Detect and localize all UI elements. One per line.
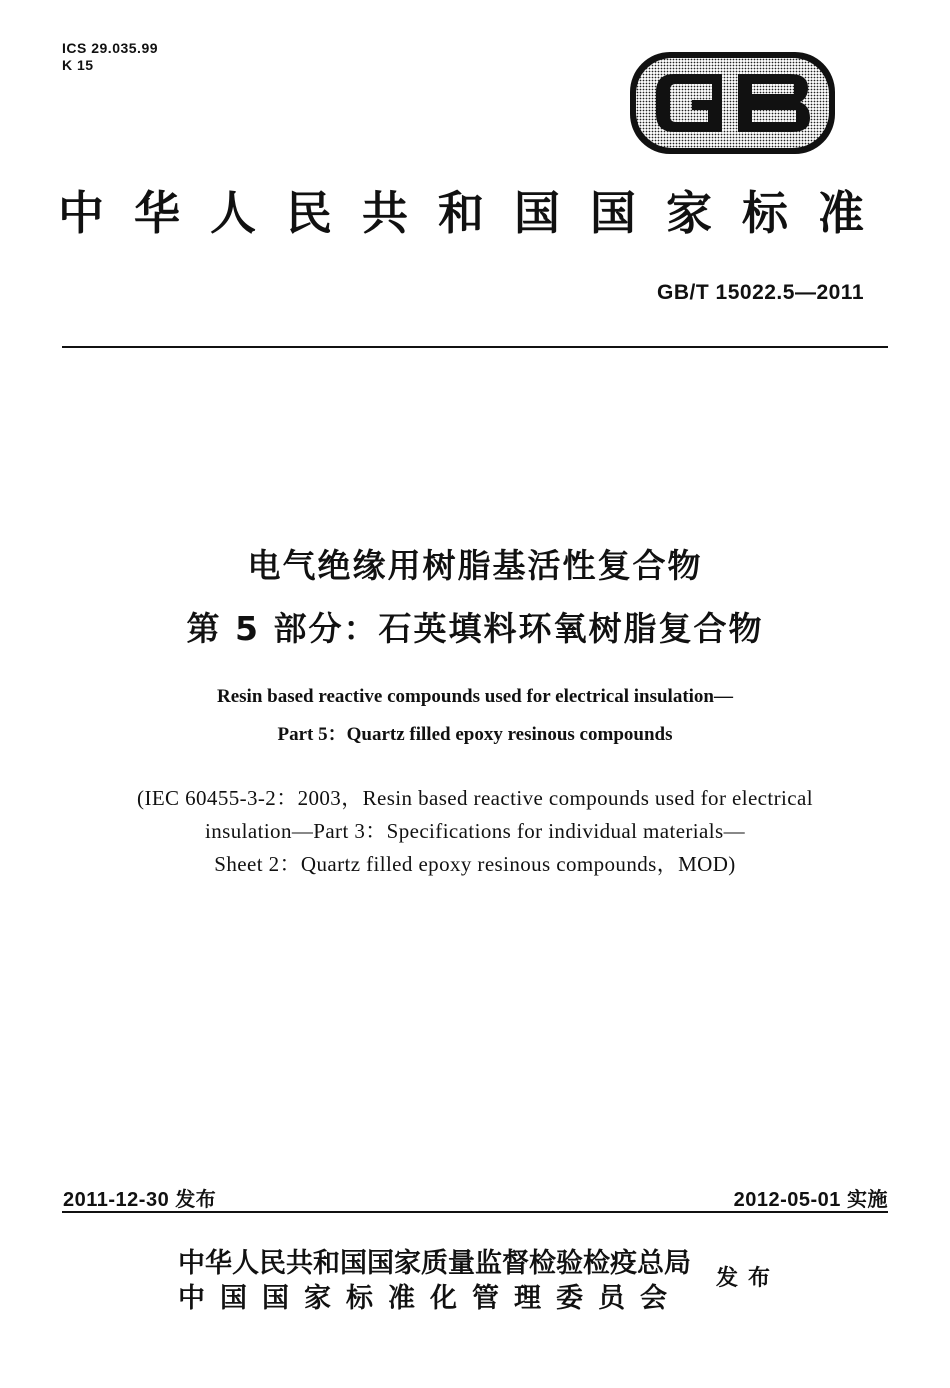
standard-number: GB/T 15022.5—2011 [657, 281, 864, 304]
issuer-line2: 中国国家标准化管理委员会 [178, 1283, 682, 1314]
chinese-title-line1: 电气绝缘用树脂基活性复合物 [247, 546, 703, 585]
issuer-line1: 中华人民共和国国家质量监督检验检疫总局 [178, 1248, 691, 1279]
implementation-date: 2012-05-01 实施 [733, 1189, 888, 1211]
adoption-note-line3: Sheet 2：Quartz filled epoxy resinous compounds，MOD) [214, 852, 736, 876]
gb-logo [630, 52, 835, 154]
adoption-note-line1: (IEC 60455-3-2：2003，Resin based reactive compounds used for electrical [137, 786, 813, 810]
publish-label: 发布 [716, 1266, 781, 1291]
header-divider [62, 346, 888, 348]
adoption-note-line2: insulation—Part 3：Specifications for individual materials— [205, 819, 745, 843]
ics-code: ICS 29.035.99 [62, 40, 159, 56]
english-title-line1: Resin based reactive compounds used for electrical insulation— [217, 686, 733, 707]
national-standard-title: 中华人民共和国国家标准 [58, 186, 894, 240]
issue-date: 2011-12-30 发布 [63, 1189, 217, 1211]
english-title-line2: Part 5：Quartz filled epoxy resinous compounds [277, 724, 673, 745]
ccs-code: K 15 [62, 57, 94, 73]
classification-codes [62, 40, 158, 74]
footer-divider [62, 1211, 888, 1213]
chinese-title-line2: 第 5 部分：石英填料环氧树脂复合物 [186, 609, 764, 648]
